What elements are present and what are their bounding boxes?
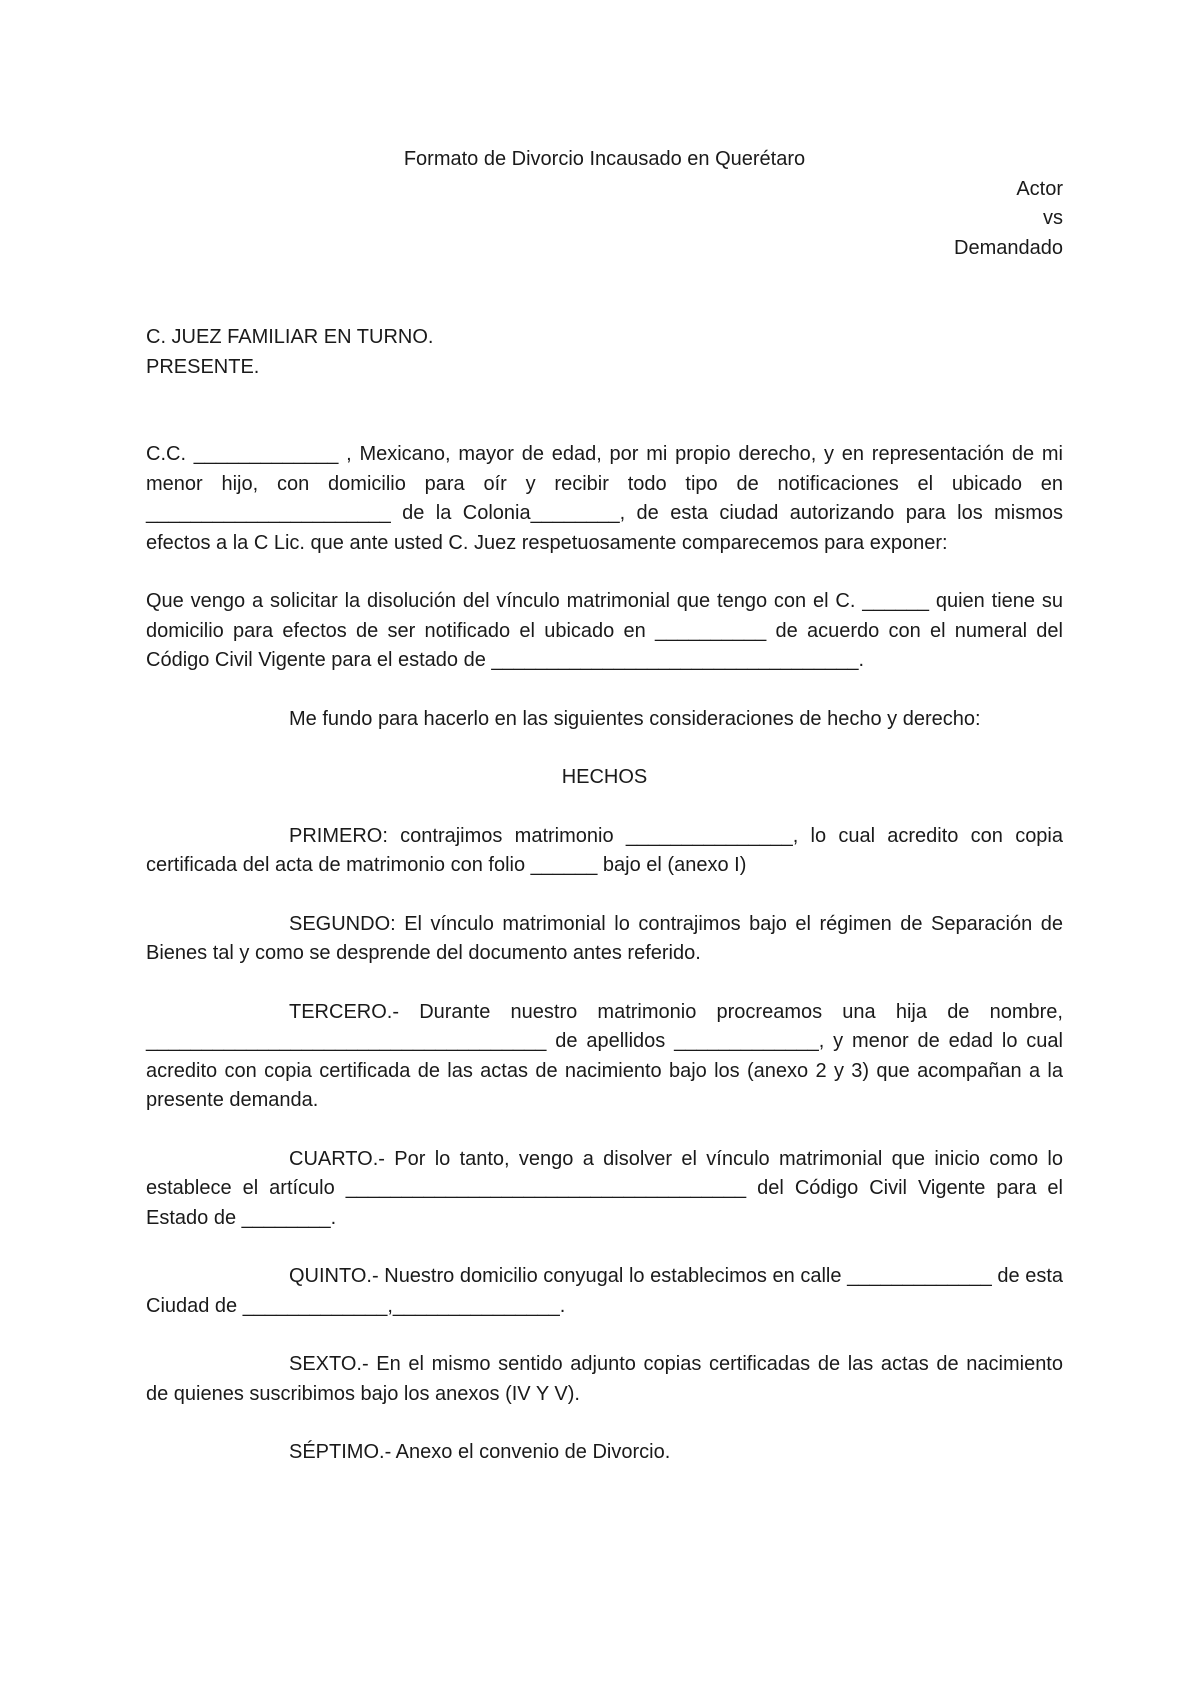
fact-segundo: SEGUNDO: El vínculo matrimonial lo contrajimos bajo el régimen de Separación de Bienes tal y como se desprende del documento antes referido. xyxy=(146,912,1063,964)
party-actor: Actor xyxy=(1016,177,1063,200)
request-paragraph: Que vengo a solicitar la disolución del vínculo matrimonial que tengo con el C. ______ quien tiene su domicilio para efectos de ser notificado el ubicado en __________ de acuerdo con el numeral del Código Civil Vigente para el estado de _________________________________. xyxy=(146,590,1063,671)
party-demandado: Demandado xyxy=(954,236,1063,259)
document-title: Formato de Divorcio Incausado en Querétaro xyxy=(403,148,806,170)
basis-paragraph: Me fundo para hacerlo en las siguientes consideraciones de hecho y derecho: xyxy=(289,707,981,730)
fact-sexto: SEXTO.- En el mismo sentido adjunto copias certificadas de las actas de nacimiento de quienes suscribimos bajo los anexos (IV Y V). xyxy=(146,1353,1063,1405)
party-vs: vs xyxy=(1043,207,1063,229)
fact-quinto: QUINTO.- Nuestro domicilio conyugal lo establecimos en calle _____________ de esta Ciudad de _____________,_______________. xyxy=(146,1265,1063,1317)
facts-heading: HECHOS xyxy=(561,766,648,788)
parties-block xyxy=(146,175,1063,264)
fact-primero: PRIMERO: contrajimos matrimonio _______________, lo cual acredito con copia certificada del acta de matrimonio con folio ______ bajo el (anexo I) xyxy=(146,824,1063,876)
fact-cuarto: CUARTO.- Por lo tanto, vengo a disolver el vínculo matrimonial que inicio como lo establece el artículo ____________________________________ del Código Civil Vigente para el Estado de ________. xyxy=(146,1147,1063,1229)
addressee-present: PRESENTE. xyxy=(146,355,260,378)
addressee-judge: C. JUEZ FAMILIAR EN TURNO. xyxy=(146,326,434,348)
intro-paragraph: C.C. _____________ , Mexicano, mayor de edad, por mi propio derecho, y en representación de mi menor hijo, con domicilio para oír y recibir todo tipo de notificaciones el ubicado en ______________________ de la Colonia________, de esta ciudad autorizando para los mismos efectos a la C Lic. que ante usted C. Juez respetuosamente comparecemos para exponer: xyxy=(146,443,1063,554)
addressee-block xyxy=(146,323,1063,382)
fact-tercero: TERCERO.- Durante nuestro matrimonio procreamos una hija de nombre, ____________________________________ de apellidos _____________, y menor de edad lo cual acredito con copia certificada de las actas de nacimiento bajo los (anexo 2 y 3) que acompañan a la presente demanda. xyxy=(146,1000,1063,1111)
fact-septimo: SÉPTIMO.- Anexo el convenio de Divorcio. xyxy=(289,1441,671,1463)
